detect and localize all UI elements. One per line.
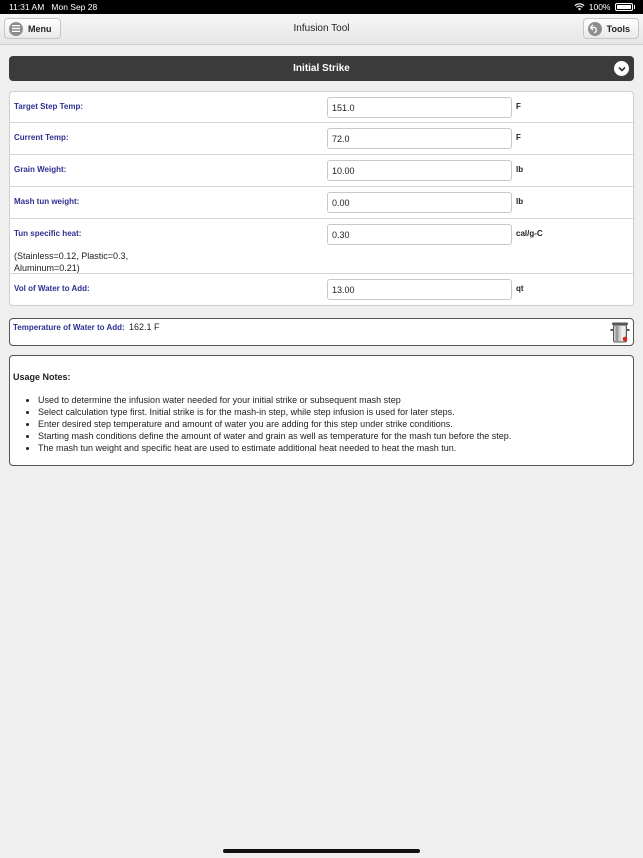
mash-tun-weight-input[interactable]: 0.00 xyxy=(327,192,512,213)
specific-heat-reference-note: (Stainless=0.12, Plastic=0.3, Aluminum=0.21) xyxy=(14,251,129,273)
chevron-down-icon[interactable] xyxy=(614,61,629,76)
target-step-temp-unit: F xyxy=(516,102,521,111)
tun-specific-heat-input[interactable]: 0.30 xyxy=(327,224,512,245)
section-title: Initial Strike xyxy=(293,63,350,74)
menu-button-label: Menu xyxy=(28,23,52,34)
current-temp-label: Current Temp: xyxy=(14,133,69,142)
status-date: Mon Sep 28 xyxy=(51,2,98,12)
usage-notes-title: Usage Notes: xyxy=(13,372,71,382)
tun-specific-heat-label: Tun specific heat: xyxy=(14,229,82,238)
tools-button[interactable] xyxy=(583,18,639,39)
form-row-grain-weight xyxy=(10,155,633,187)
status-right xyxy=(574,2,635,12)
form-row-mash-tun-weight xyxy=(10,187,633,219)
status-time: 11:31 AM xyxy=(9,2,45,12)
mash-tun-weight-label: Mash tun weight: xyxy=(14,197,80,206)
back-arrow-icon xyxy=(588,22,602,36)
battery-icon xyxy=(615,3,633,11)
status-bar xyxy=(0,0,643,14)
list-item: • The mash tun weight and specific heat are used to estimate additional heat needed to heat the mash tun. xyxy=(38,442,511,454)
home-indicator[interactable] xyxy=(223,849,420,853)
tun-specific-heat-unit: cal/g-C xyxy=(516,229,543,238)
usage-notes-panel xyxy=(9,355,634,466)
list-item: • Enter desired step temperature and amount of water you are adding for this step under strike conditions. xyxy=(38,418,511,430)
page-title: Infusion Tool xyxy=(293,23,350,34)
list-item: • Select calculation type first. Initial strike is for the mash-in step, while step infusion is used for later steps. xyxy=(38,406,511,418)
battery-percent: 100% xyxy=(588,2,611,12)
form-row-current-temp xyxy=(10,123,633,155)
tools-button-label: Tools xyxy=(606,23,630,34)
form-row-target-step-temp xyxy=(10,92,633,123)
list-item: • Starting mash conditions define the amount of water and grain as well as temperature for the mash tun before the step. xyxy=(38,430,511,442)
navigation-bar xyxy=(0,14,643,45)
battery-tip xyxy=(634,5,636,9)
current-temp-unit: F xyxy=(516,133,521,142)
result-value: 162.1 F xyxy=(129,322,160,332)
target-step-temp-input[interactable]: 151.0 xyxy=(327,97,512,118)
target-step-temp-label: Target Step Temp: xyxy=(14,102,84,111)
grain-weight-label: Grain Weight: xyxy=(14,165,67,174)
status-time-date xyxy=(9,2,97,12)
vol-water-unit: qt xyxy=(516,284,524,293)
list-item: • Used to determine the infusion water needed for your initial strike or subsequent mash step xyxy=(38,394,511,406)
brew-kettle-icon[interactable] xyxy=(610,321,630,343)
current-temp-input[interactable]: 72.0 xyxy=(327,128,512,149)
form-row-vol-water xyxy=(10,274,633,305)
usage-notes-list xyxy=(10,394,511,454)
vol-water-input[interactable]: 13.00 xyxy=(327,279,512,300)
form-row-tun-specific-heat xyxy=(10,219,633,274)
result-label: Temperature of Water to Add: xyxy=(13,323,125,332)
result-panel xyxy=(9,318,634,346)
grain-weight-input[interactable]: 10.00 xyxy=(327,160,512,181)
calculation-type-header[interactable] xyxy=(9,56,634,81)
mash-tun-weight-unit: lb xyxy=(516,197,524,206)
grain-weight-unit: lb xyxy=(516,165,524,174)
infusion-form xyxy=(9,91,634,306)
wifi-icon xyxy=(574,3,585,11)
vol-water-label: Vol of Water to Add: xyxy=(14,284,90,293)
